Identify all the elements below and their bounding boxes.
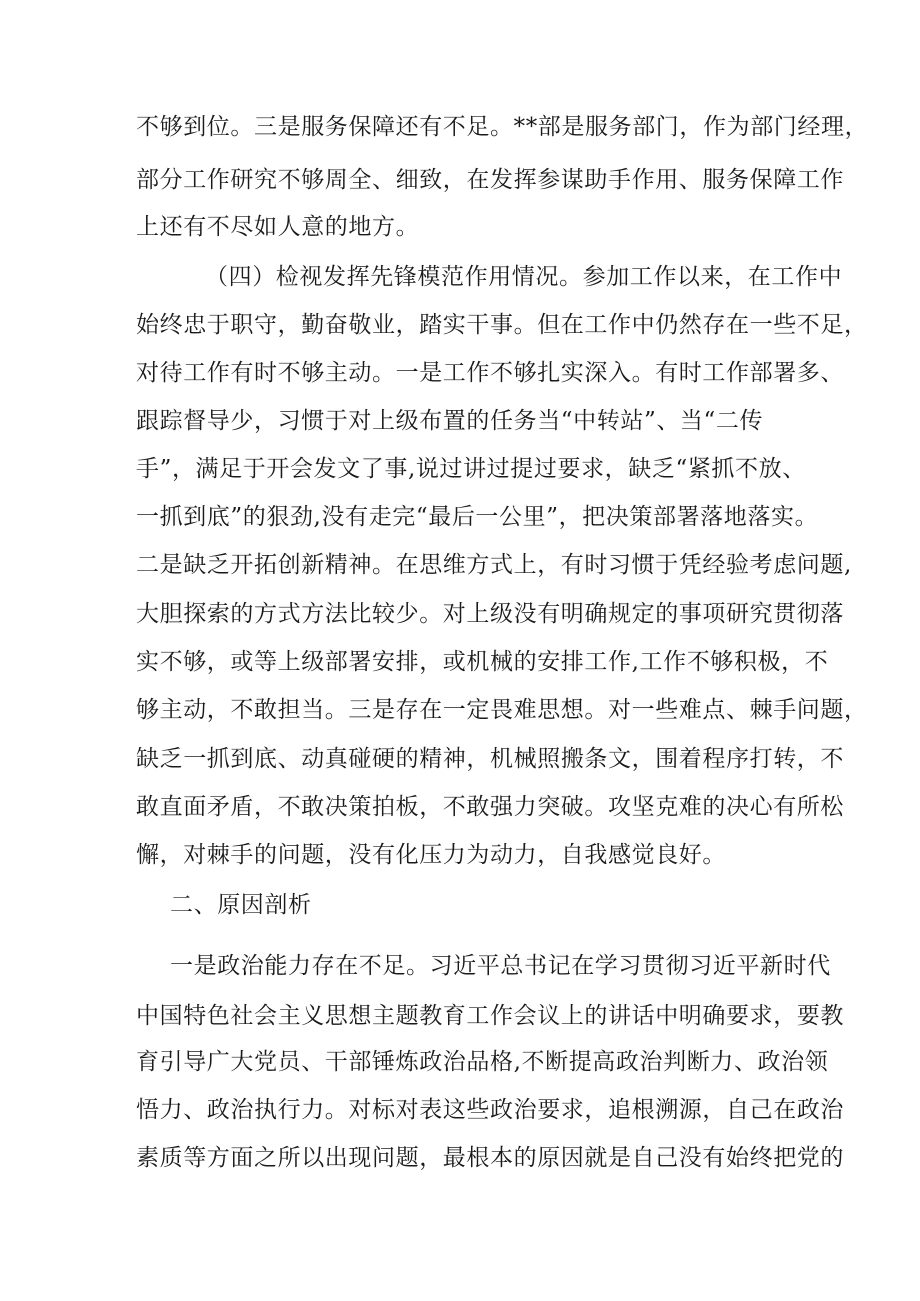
text-line: 大胆探索的方式方法比较少。对上级没有明确规定的事项研究贯彻落: [136, 601, 844, 627]
text-line: 跟踪督导少，习惯于对上级布置的任务当“中转站”、当“二传: [136, 408, 764, 434]
text-line: 一是政治能力存在不足。习近平总书记在学习贯彻习近平新时代: [170, 953, 831, 979]
text-line: 上还有不尽如人意的地方。: [136, 214, 420, 240]
text-line: 手”，满足于开会发文了事,说过讲过提过要求，缺乏“紧抓不放、: [136, 456, 806, 482]
text-line: 够主动，不敢担当。三是存在一定畏难思想。对一些难点、棘手问题，: [136, 697, 868, 723]
text-line: 二是缺乏开拓创新精神。在思维方式上，有时习惯于凭经验考虑问题,: [136, 552, 852, 578]
section-heading-cause-analysis: 二、原因剖析: [170, 892, 312, 918]
text-line: 始终忠于职守，勤奋敬业，踏实干事。但在工作中仍然存在一些不足，: [136, 312, 868, 338]
text-line: 对待工作有时不够主动。一是工作不够扎实深入。有时工作部署多、: [136, 360, 844, 386]
text-line: 育引导广大党员、干部锤炼政治品格,不断提高政治判断力、政治领: [136, 1049, 829, 1075]
text-line: 缺乏一抓到底、动真碰硬的精神，机械照搬条文，围着程序打转，不: [136, 746, 844, 772]
text-line: 素质等方面之所以出现问题，最根本的原因就是自己没有始终把党的: [136, 1145, 844, 1171]
text-line: 中国特色社会主义思想主题教育工作会议上的讲话中明确要求，要教: [136, 1003, 844, 1029]
text-line: 一抓到底”的狠劲,没有走完“最后一公里”，把决策部署落地落实。: [136, 504, 819, 530]
text-line: 敢直面矛盾，不敢决策拍板，不敢强力突破。攻坚克难的决心有所松: [136, 794, 844, 820]
text-line: 部分工作研究不够周全、细致，在发挥参谋助手作用、服务保障工作: [136, 167, 844, 193]
text-line: 不够到位。三是服务保障还有不足。**部是服务部门，作为部门经理，: [136, 114, 869, 140]
text-line: 悟力、政治执行力。对标对表这些政治要求，追根溯源，自己在政治: [136, 1097, 844, 1123]
text-line: 懈，对棘手的问题，没有化压力为动力，自我感觉良好。: [136, 842, 726, 868]
text-line: 实不够，或等上级部署安排，或机械的安排工作,工作不够积极，不: [136, 649, 829, 675]
section-heading-4: （四）检视发挥先锋模范作用情况。参加工作以来，在工作中: [205, 264, 843, 290]
